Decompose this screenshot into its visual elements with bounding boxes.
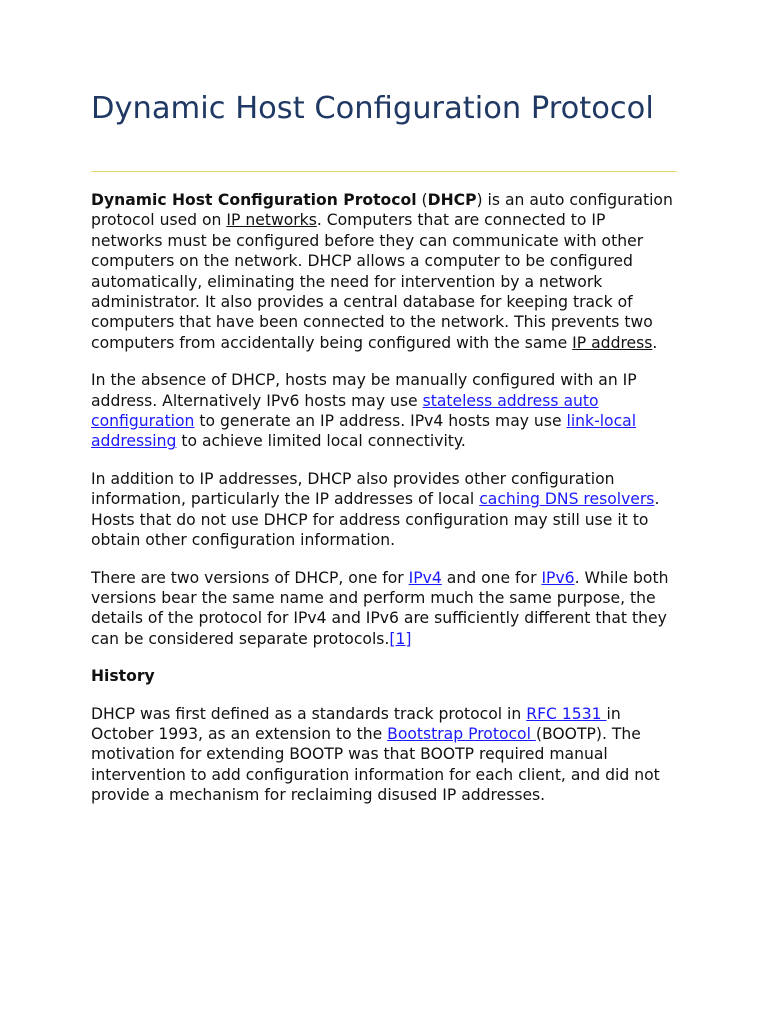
text-span: There are two versions of DHCP, one for <box>91 568 409 587</box>
ip-networks-link[interactable]: IP networks <box>226 211 317 230</box>
reference-1-link[interactable]: [1] <box>389 629 412 648</box>
text-span: (BOOTP). The motivation for extending BOOTP was that BOOTP required manual intervention to add configuration information for each client, and did not provide a mechanism for reclaiming disused IP addresses. <box>91 724 660 805</box>
ip-address-link[interactable]: IP address <box>572 333 653 352</box>
link-local-addressing-link[interactable]: link-local addressing <box>91 412 637 451</box>
text-span: . <box>652 333 658 352</box>
article-body <box>91 190 681 823</box>
text-span: . Computers that are connected to IP networks must be configured before they can communicate with other computers on the network. DHCP allows a computer to be configured automatically, eliminating the need for intervention by a network administrator. It also provides a central database for keeping track of computers that have been connected to the network. This prevents two computers from accidentally being configured with the same <box>91 211 653 352</box>
ipv6-link[interactable]: IPv6 <box>541 568 575 587</box>
text-span: DHCP was first defined as a standards track protocol in <box>91 704 527 723</box>
text-span: in October 1993, as an extension to the <box>91 704 621 743</box>
text-span: In the absence of DHCP, hosts may be manually configured with an IP address. Alternatively IPv6 hosts may use <box>91 371 637 410</box>
text-span: to generate an IP address. IPv4 hosts may use <box>194 412 567 431</box>
page-title: Dynamic Host Configuration Protocol <box>91 91 654 126</box>
caching-dns-resolvers-link[interactable]: caching DNS resolvers <box>479 490 655 509</box>
stateless-autoconfig-link[interactable]: stateless address auto configuration <box>91 391 599 431</box>
config-info-paragraph <box>91 469 681 551</box>
text-span: and one for <box>441 568 542 587</box>
history-heading: History <box>91 667 155 686</box>
term-bold: Dynamic Host Configuration Protocol <box>91 191 417 209</box>
title-divider <box>91 171 677 172</box>
text-span: . While both versions bear the same name and perform much the same purpose, the details of the protocol for IPv4 and IPv6 are sufficiently different that they can be considered separate protocols. <box>91 568 669 648</box>
ipv4-link[interactable]: IPv4 <box>408 568 442 587</box>
text-span: . Hosts that do not use DHCP for address configuration may still use it to obtain other configuration information. <box>91 490 660 550</box>
history-paragraph <box>91 704 681 806</box>
text-span: ) is an auto configuration protocol used on <box>91 191 673 230</box>
intro-paragraph <box>91 190 681 353</box>
versions-paragraph <box>91 568 681 650</box>
absence-paragraph <box>91 370 681 452</box>
bootstrap-protocol-link[interactable]: Bootstrap Protocol <box>387 724 536 743</box>
abbr-bold: DHCP <box>427 191 477 209</box>
text-span: ( <box>416 191 428 209</box>
text-span: to achieve limited local connectivity. <box>176 432 466 451</box>
text-span: In addition to IP addresses, DHCP also provides other configuration information, particularly the IP addresses of local <box>91 469 615 509</box>
rfc-1531-link[interactable]: RFC 1531 <box>526 704 607 723</box>
